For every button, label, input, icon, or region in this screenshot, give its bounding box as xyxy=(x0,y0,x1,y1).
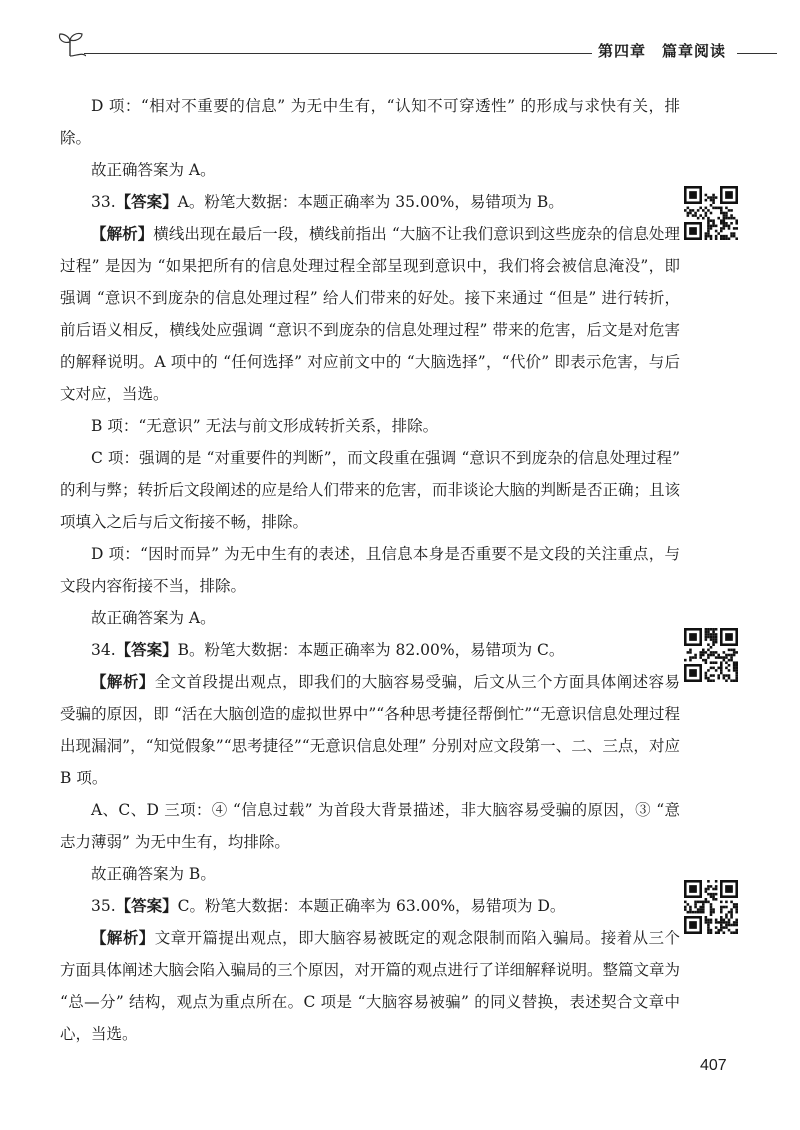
header-rule xyxy=(84,53,630,54)
paragraph: B 项：“无意识” 无法与前文形成转折关系，排除。 xyxy=(91,417,439,435)
page-body xyxy=(60,90,680,1050)
answer-35: 35.【答案】C。粉笔大数据：本题正确率为 63.00%，易错项为 D。 xyxy=(91,896,566,915)
paragraph: 故正确答案为 A。 xyxy=(91,161,216,179)
page-number: 407 xyxy=(700,1057,727,1074)
answer-34: 34.【答案】B。粉笔大数据：本题正确率为 82.00%，易错项为 C。 xyxy=(91,640,565,659)
analysis-33: 【解析】横线出现在最后一段，横线前指出 “大脑不让我们意识到这些庞杂的信息处理过程” 是因为 “如果把所有的信息处理过程全部呈现到意识中，我们将会被信息淹没”，即强调 “意识不到庞杂的信息处理过程” 给人们带来的好处。接下来通过 “但是” 进行转折，前后语义相反，横线处应强调 “意识不到庞杂的信息处理过程” 带来的危害，后文是对危害的解释说明。A 项中的 “任何选择” 对应前文中的 “大脑选择”，“代价” 即表示危害，与后文对应，当选。 xyxy=(60,224,680,403)
paragraph: D 项：“因时而异” 为无中生有的表述，且信息本身是否重要不是文段的关注重点，与文段内容衔接不当，排除。 xyxy=(60,545,680,595)
page-header xyxy=(40,28,760,68)
paragraph: A、C、D 三项：④ “信息过载” 为首段大背景描述，非大脑容易受骗的原因，③ “意志力薄弱” 为无中生有，均排除。 xyxy=(60,801,680,851)
qr-code-icon[interactable] xyxy=(684,880,738,934)
paragraph: 故正确答案为 A。 xyxy=(91,609,216,627)
paragraph: D 项：“相对不重要的信息” 为无中生有，“认知不可穿透性” 的形成与求快有关，排除。 xyxy=(60,97,680,147)
paragraph: C 项：强调的是 “对重要件的判断”，而文段重在强调 “意识不到庞杂的信息处理过程” 的利与弊；转折后文段阐述的应是给人们带来的危害，而非谈论大脑的判断是否正确；且该项填入之后与后文衔接不畅，排除。 xyxy=(60,449,681,531)
paragraph: 故正确答案为 B。 xyxy=(91,865,216,883)
chapter-heading xyxy=(592,40,732,61)
analysis-35: 【解析】文章开篇提出观点，即大脑容易被既定的观念限制而陷入骗局。接着从三个方面具体阐述大脑会陷入骗局的三个原因，对开篇的观点进行了详细解释说明。整篇文章为 “总—分” 结构，观点为重点所在。C 项是 “大脑容易被骗” 的同义替换，表述契合文章中心，当选。 xyxy=(60,928,681,1043)
sprout-icon xyxy=(56,32,86,58)
qr-code-icon[interactable] xyxy=(684,186,738,240)
answer-33: 33.【答案】A。粉笔大数据：本题正确率为 35.00%，易错项为 B。 xyxy=(91,192,564,211)
header-rule-right xyxy=(737,53,777,54)
qr-code-icon[interactable] xyxy=(684,628,738,682)
chapter-title: 篇章阅读 xyxy=(662,42,727,60)
analysis-34: 【解析】全文首段提出观点，即我们的大脑容易受骗，后文从三个方面具体阐述容易受骗的原因，即 “活在大脑创造的虚拟世界中”“各种思考捷径帮倒忙”“无意识信息处理过程出现漏洞”，“知觉假象”“思考捷径”“无意识信息处理” 分别对应文段第一、二、三点，对应 B 项。 xyxy=(60,672,680,787)
chapter-number: 第四章 xyxy=(598,42,647,60)
